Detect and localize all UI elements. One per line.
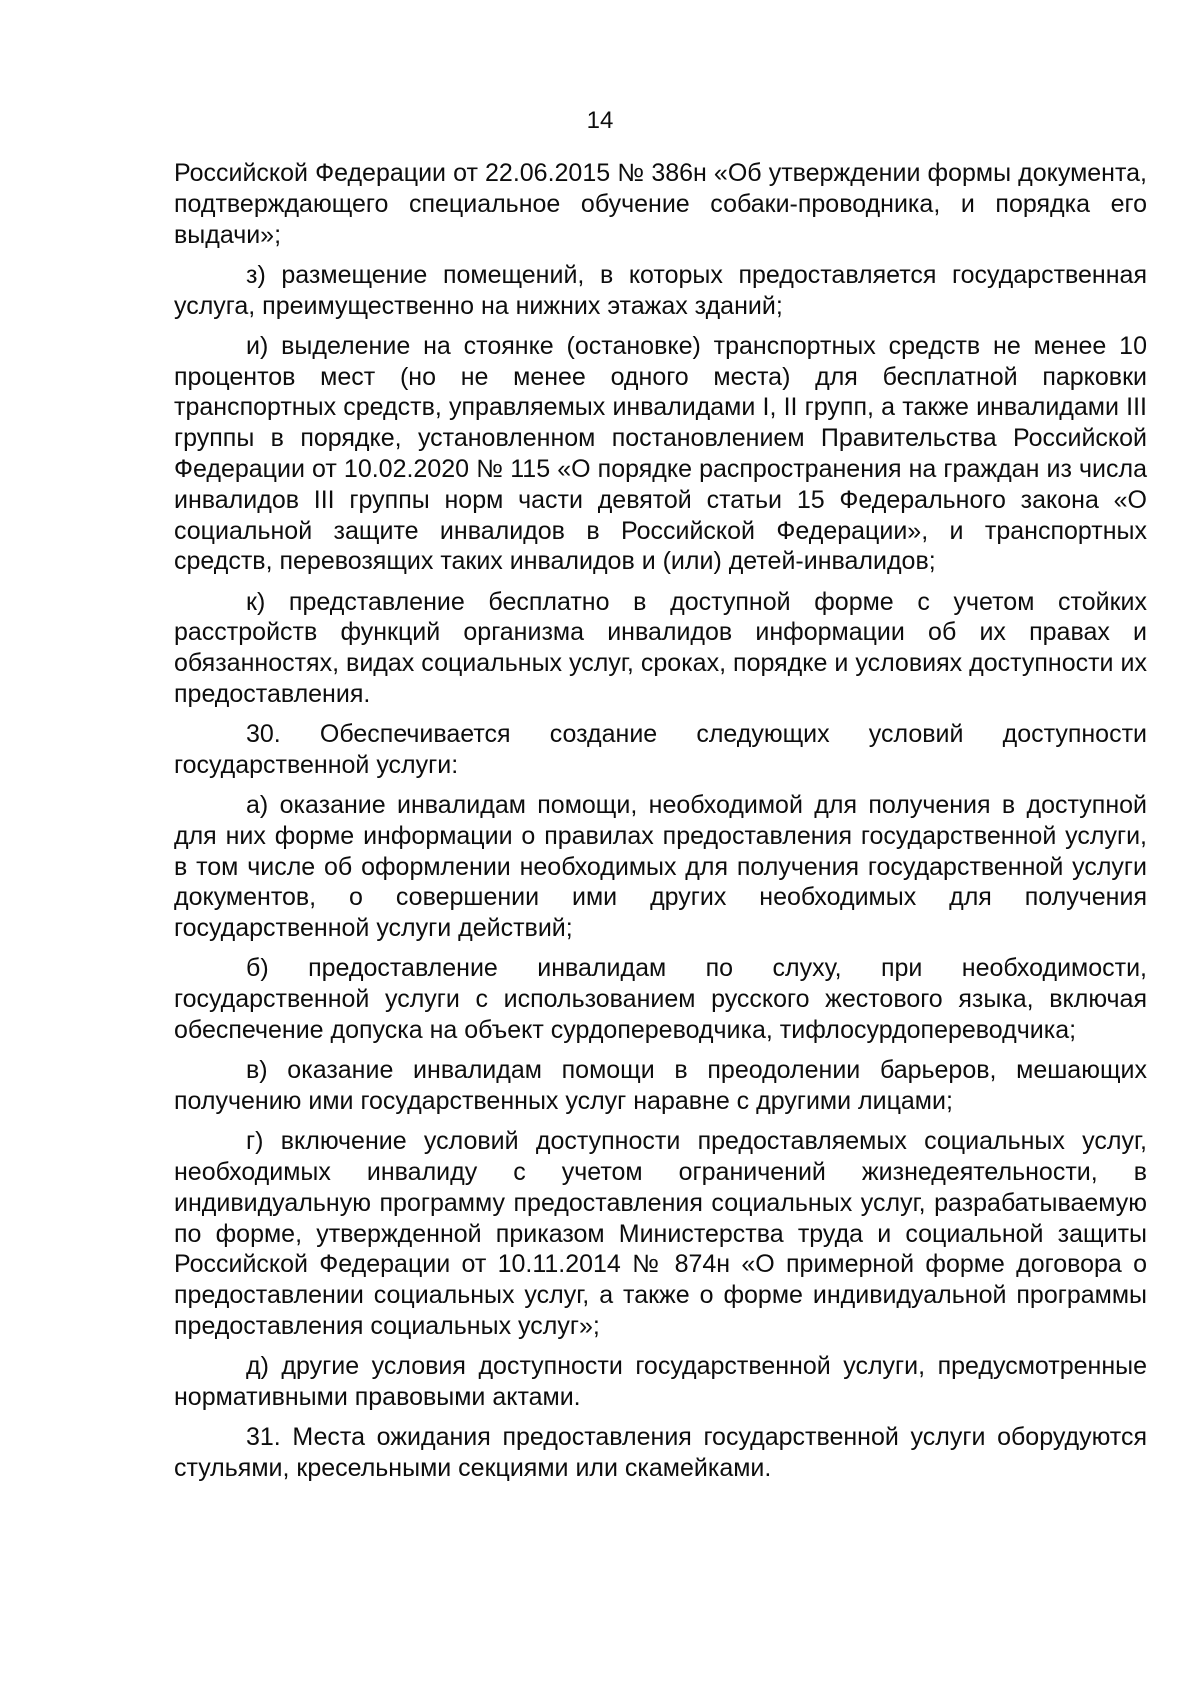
paragraph-item-k: к) представление бесплатно в доступной форме с учетом стойких расстройств функций организма инвалидов информации об их правах и обязанностях, видах социальных услуг, сроках, порядке и условиях доступности их предоставления. [174, 587, 1147, 708]
paragraph-item-z: з) размещение помещений, в которых предоставляется государственная услуга, преимущественно на нижних этажах зданий; [174, 260, 1147, 320]
paragraph-item-d: д) другие условия доступности государственной услуги, предусмотренные нормативными правовыми актами. [174, 1352, 1147, 1411]
paragraph-item-v: в) оказание инвалидам помощи в преодолении барьеров, мешающих получению ими государственных услуг наравне с другими лицами; [174, 1056, 1147, 1116]
document-body [174, 158, 1147, 1484]
paragraph-item-g: г) включение условий доступности предоставляемых социальных услуг, необходимых инвалиду с учетом ограничений жизнедеятельности, в индивидуальную программу предоставления социальных услуг, разрабатываемую по форме, утвержденной приказом Министерства труда и социальной защиты Российской Федерации от 10.11.2014 № 874н «О примерной форме договора о предоставлении социальных услуг, а также о форме индивидуальной программы предоставления социальных услуг»; [174, 1127, 1147, 1341]
paragraph-continuation: Российской Федерации от 22.06.2015 № 386н «Об утверждении формы документа, подтверждающего специальное обучение собаки-проводника, и порядка его выдачи»; [174, 159, 1147, 249]
paragraph-item-b: б) предоставление инвалидам по слуху, при необходимости, государственной услуги с использованием русского жестового языка, включая обеспечение допуска на объект сурдопереводчика, тифлосурдопереводчика; [174, 954, 1147, 1045]
paragraph-clause-31: 31. Места ожидания предоставления государственной услуги оборудуются стульями, кресельными секциями или скамейками. [174, 1423, 1147, 1482]
paragraph-clause-30: 30. Обеспечивается создание следующих условий доступности государственной услуги: [174, 720, 1147, 779]
page-number: 14 [586, 107, 614, 134]
paragraph-item-i: и) выделение на стоянке (остановке) транспортных средств не менее 10 процентов мест (но не менее одного места) для бесплатной парковки транспортных средств, управляемых инвалидами I, II групп, а также инвалидами III группы в порядке, установленном постановлением Правительства Российской Федерации от 10.02.2020 № 115 «О порядке распространения на граждан из числа инвалидов III группы норм части девятой статьи 15 Федерального закона «О социальной защите инвалидов в Российской Федерации», и транспортных средств, перевозящих таких инвалидов и (или) детей-инвалидов; [174, 331, 1147, 576]
paragraph-item-a: а) оказание инвалидам помощи, необходимой для получения в доступной для них форме информации о правилах предоставления государственной услуги, в том числе об оформлении необходимых для получения государственной услуги документов, о совершении ими других необходимых для получения государственной услуги действий; [174, 791, 1147, 943]
